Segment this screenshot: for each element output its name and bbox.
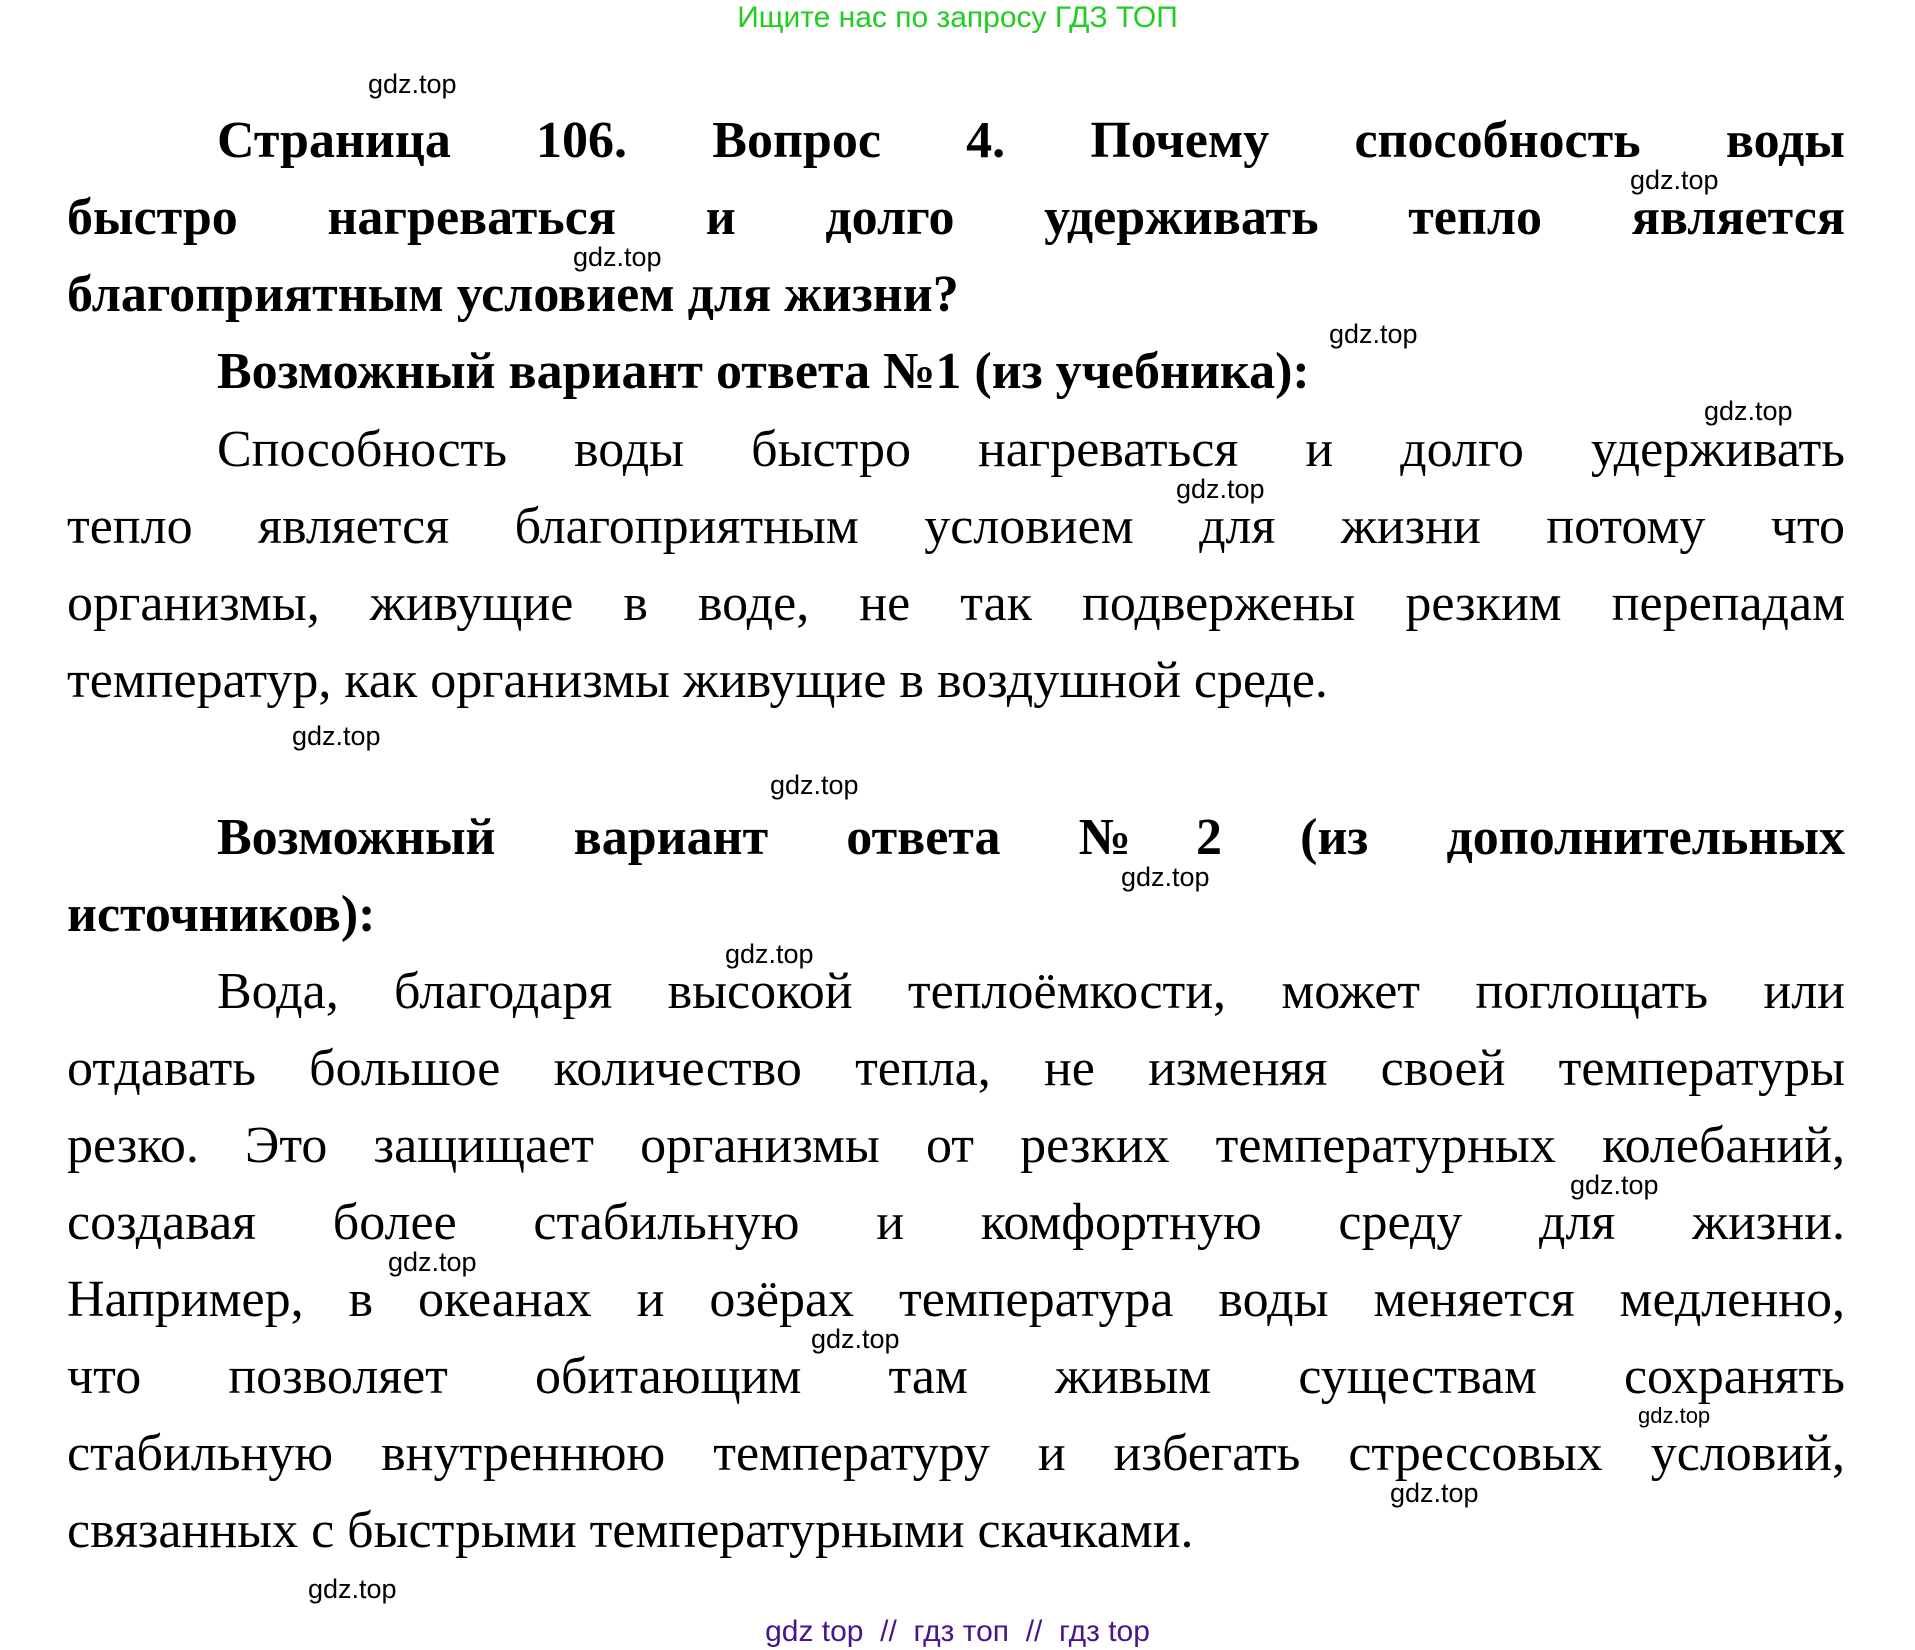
question-title xyxy=(67,112,1845,347)
text-line: стабильную внутреннюю температуру и избегать стрессовых условий, xyxy=(67,1425,1845,1482)
heading-line: источников): xyxy=(67,886,376,943)
watermark: gdz.top xyxy=(1390,1478,1479,1508)
watermark: gdz.top xyxy=(573,242,662,272)
answer1-text xyxy=(67,421,1845,733)
watermark: gdz.top xyxy=(725,939,814,969)
text-line: Вода, благодаря высокой теплоёмкости, может поглощать или xyxy=(217,963,1845,1020)
text-line: температур, как организмы живущие в воздушной среде. xyxy=(67,652,1328,709)
watermark: gdz.top xyxy=(292,721,381,751)
title-line: благоприятным условием для жизни? xyxy=(67,266,959,323)
text-line: что позволяет обитающим там живым существам сохранять xyxy=(67,1348,1845,1405)
answer1-heading: Возможный вариант ответа №1 (из учебника): xyxy=(217,343,1310,400)
watermark: gdz.top xyxy=(368,69,457,99)
answer1-heading-block xyxy=(67,343,1845,424)
watermark: gdz.top xyxy=(1329,319,1418,349)
footer-links: gdz top // гдз топ // гдз top xyxy=(765,1615,1150,1648)
text-line: Способность воды быстро нагреваться и долго удерживать xyxy=(217,421,1845,478)
watermark: gdz.top xyxy=(770,770,859,800)
text-line: тепло является благоприятным условием для жизни потому что xyxy=(67,498,1845,555)
watermark: gdz.top xyxy=(1570,1170,1659,1200)
title-line: Страница 106. Вопрос 4. Почему способность воды xyxy=(217,112,1845,169)
text-line: отдавать большое количество тепла, не изменяя своей температуры xyxy=(67,1040,1845,1097)
watermark: gdz.top xyxy=(1630,165,1719,195)
text-line: связанных с быстрыми температурными скачками. xyxy=(67,1502,1194,1559)
text-line: организмы, живущие в воде, не так подвержены резким перепадам xyxy=(67,575,1845,632)
watermark: gdz.top xyxy=(388,1247,477,1277)
watermark: gdz.top xyxy=(811,1324,900,1354)
answer2-heading xyxy=(67,809,1845,967)
answer2-text xyxy=(67,963,1845,1583)
watermark: gdz.top xyxy=(1704,396,1793,426)
title-line: быстро нагреваться и долго удерживать тепло является xyxy=(67,189,1845,246)
heading-line: Возможный вариант ответа №2 (из дополнительных xyxy=(217,809,1845,866)
watermark: gdz.top xyxy=(1176,474,1265,504)
search-hint-banner: Ищите нас по запросу ГДЗ ТОП xyxy=(737,1,1178,34)
watermark: gdz.top xyxy=(308,1574,397,1604)
watermark: gdz.top xyxy=(1121,862,1210,892)
text-line: создавая более стабильную и комфортную среду для жизни. xyxy=(67,1194,1845,1251)
text-line: резко. Это защищает организмы от резких температурных колебаний, xyxy=(67,1117,1845,1174)
text-line: Например, в океанах и озёрах температура воды меняется медленно, xyxy=(67,1271,1845,1328)
watermark: gdz.top xyxy=(1638,1403,1711,1428)
